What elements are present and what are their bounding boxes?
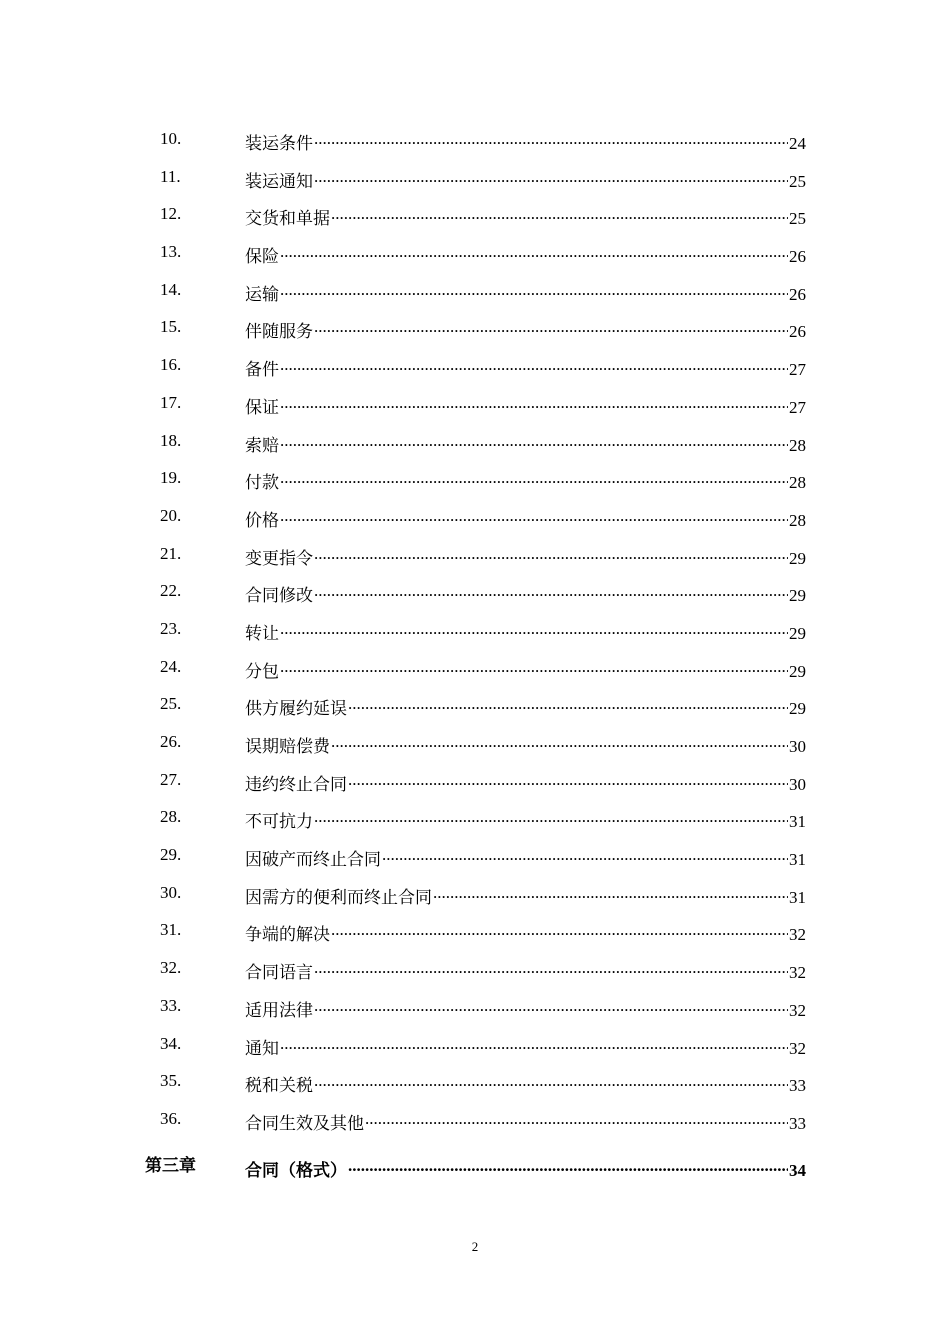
table-of-contents <box>0 120 950 1138</box>
dot-leader <box>382 845 788 865</box>
toc-entry-page-number: 28 <box>789 510 806 530</box>
toc-entry-page-number: 32 <box>789 963 806 983</box>
toc-entry[interactable] <box>0 158 950 196</box>
toc-entry[interactable] <box>0 685 950 723</box>
toc-entry-number: 30. <box>160 882 182 902</box>
toc-entry-number: 35. <box>160 1071 182 1091</box>
toc-entry-title: 索赔 <box>245 435 279 455</box>
toc-entry-line <box>245 770 806 795</box>
toc-entry-number: 11. <box>160 166 181 186</box>
toc-entry-number: 32. <box>160 958 182 978</box>
toc-entry-page-number: 29 <box>789 586 806 606</box>
toc-entry[interactable] <box>0 987 950 1025</box>
toc-entry-line <box>245 845 806 870</box>
toc-entry-number: 31. <box>160 920 182 940</box>
toc-entry-title: 合同修改 <box>245 586 313 606</box>
toc-entry-line <box>245 883 806 908</box>
toc-entry-number: 25. <box>160 694 182 714</box>
dot-leader <box>314 996 788 1016</box>
toc-entry[interactable] <box>0 610 950 648</box>
toc-entry-line <box>245 355 806 380</box>
toc-entry-title: 因破产而终止合同 <box>245 850 381 870</box>
toc-entry[interactable] <box>0 761 950 799</box>
toc-entry-title: 争端的解决 <box>245 925 330 945</box>
toc-entry-line <box>245 506 806 531</box>
toc-entry[interactable] <box>0 1100 950 1138</box>
toc-entry-line <box>245 732 806 757</box>
dot-leader <box>280 355 788 375</box>
toc-entry[interactable] <box>0 308 950 346</box>
toc-entry-page-number: 32 <box>789 1000 806 1020</box>
dot-leader <box>331 920 788 940</box>
dot-leader <box>331 732 788 752</box>
toc-entry-line <box>245 807 806 832</box>
dot-leader <box>314 167 788 187</box>
toc-entry-line <box>245 129 806 154</box>
toc-entry[interactable] <box>0 1062 950 1100</box>
toc-entry-number: 22. <box>160 581 182 601</box>
toc-entry[interactable] <box>0 384 950 422</box>
toc-entry[interactable] <box>0 949 950 987</box>
toc-entry[interactable] <box>0 1025 950 1063</box>
dot-leader <box>365 1109 788 1129</box>
dot-leader <box>280 431 788 451</box>
dot-leader <box>280 468 788 488</box>
toc-entry[interactable] <box>0 497 950 535</box>
toc-entry-number: 28. <box>160 807 182 827</box>
dot-leader <box>314 581 788 601</box>
toc-entry-line <box>245 167 806 192</box>
toc-entry-number: 19. <box>160 468 182 488</box>
chapter-entry-line <box>245 1156 806 1181</box>
dot-leader <box>280 393 788 413</box>
toc-entry-title: 保证 <box>245 397 279 417</box>
toc-entry-line <box>245 1071 806 1096</box>
toc-entry-line <box>245 317 806 342</box>
chapter-page-number: 34 <box>789 1161 806 1180</box>
toc-entry[interactable] <box>0 911 950 949</box>
toc-entry-line <box>245 204 806 229</box>
toc-entry-number: 18. <box>160 430 182 450</box>
toc-entry-title: 转让 <box>245 623 279 643</box>
toc-entry-title: 供方履约延误 <box>245 699 347 719</box>
toc-entry-number: 14. <box>160 279 182 299</box>
toc-entry-number: 10. <box>160 129 182 148</box>
toc-entry-number: 24. <box>160 656 182 676</box>
toc-entry-number: 15. <box>160 317 182 337</box>
toc-entry-line <box>245 431 806 456</box>
dot-leader <box>314 544 788 564</box>
chapter-title: 合同（格式） <box>245 1161 347 1180</box>
toc-entry-page-number: 31 <box>789 850 806 870</box>
toc-entry-title: 合同生效及其他 <box>245 1113 364 1133</box>
toc-entry-line <box>245 280 806 305</box>
toc-entry-page-number: 24 <box>789 134 806 153</box>
toc-entry-line <box>245 393 806 418</box>
toc-entry[interactable] <box>0 422 950 460</box>
toc-entry-page-number: 27 <box>789 397 806 417</box>
toc-entry-line <box>245 544 806 569</box>
toc-entry-title: 违约终止合同 <box>245 774 347 794</box>
toc-entry-title: 合同语言 <box>245 963 313 983</box>
toc-entry-line <box>245 619 806 644</box>
toc-entry-title: 伴随服务 <box>245 322 313 342</box>
dot-leader <box>280 506 788 526</box>
toc-entry-page-number: 32 <box>789 1038 806 1058</box>
toc-entry[interactable] <box>0 572 950 610</box>
dot-leader <box>348 770 788 790</box>
toc-entry-page-number: 26 <box>789 322 806 342</box>
toc-entry-line <box>245 920 806 945</box>
toc-entry[interactable] <box>0 798 950 836</box>
toc-entry-page-number: 31 <box>789 887 806 907</box>
toc-entry-page-number: 33 <box>789 1076 806 1096</box>
toc-entry-page-number: 25 <box>789 209 806 229</box>
dot-leader <box>331 204 788 224</box>
dot-leader <box>314 807 788 827</box>
toc-entry-page-number: 29 <box>789 623 806 643</box>
toc-entry-line <box>245 694 806 719</box>
toc-entry[interactable] <box>0 271 950 309</box>
toc-entry[interactable] <box>0 535 950 573</box>
toc-entry[interactable] <box>0 648 950 686</box>
toc-entry[interactable] <box>0 723 950 761</box>
toc-entry-number: 12. <box>160 204 182 224</box>
dot-leader <box>280 242 788 262</box>
toc-entry-page-number: 30 <box>789 737 806 756</box>
toc-entry-line <box>245 1109 806 1134</box>
toc-entry-title: 因需方的便利而终止合同 <box>245 887 432 907</box>
toc-entry[interactable] <box>0 120 950 158</box>
toc-entry-page-number: 29 <box>789 548 806 568</box>
toc-entry-number: 26. <box>160 732 182 751</box>
toc-entry-page-number: 28 <box>789 473 806 493</box>
toc-entry-title: 保险 <box>245 247 279 267</box>
toc-entry-line <box>245 1034 806 1059</box>
toc-entry[interactable] <box>0 346 950 384</box>
toc-entry-page-number: 25 <box>789 171 806 191</box>
toc-entry[interactable] <box>0 233 950 271</box>
toc-entry-title: 备件 <box>245 360 279 380</box>
toc-entry-title: 分包 <box>245 661 279 681</box>
toc-entry-title: 运输 <box>245 284 279 304</box>
dot-leader <box>314 958 788 978</box>
toc-entry-number: 33. <box>160 995 182 1015</box>
toc-entry-page-number: 28 <box>789 435 806 455</box>
toc-entry-title: 税和关税 <box>245 1076 313 1096</box>
toc-entry-title: 误期赔偿费 <box>245 737 330 756</box>
toc-entry-line <box>245 242 806 267</box>
toc-entry-page-number: 31 <box>789 812 806 832</box>
toc-entry-number: 23. <box>160 618 182 638</box>
toc-entry-line <box>245 657 806 682</box>
toc-chapter-entry[interactable] <box>0 1146 950 1186</box>
dot-leader <box>280 619 788 639</box>
toc-entry-title: 不可抗力 <box>245 812 313 832</box>
toc-entry-number: 29. <box>160 845 182 865</box>
toc-entry-number: 20. <box>160 505 182 525</box>
toc-entry-page-number: 29 <box>789 699 806 719</box>
dot-leader <box>314 317 788 337</box>
toc-entry[interactable] <box>0 459 950 497</box>
toc-entry-number: 27. <box>160 769 182 789</box>
toc-entry-line <box>245 996 806 1021</box>
toc-entry[interactable] <box>0 836 950 874</box>
dot-leader <box>280 280 788 300</box>
toc-entry-title: 装运通知 <box>245 171 313 191</box>
dot-leader <box>314 1071 788 1091</box>
toc-entry-title: 价格 <box>245 510 279 530</box>
toc-entry-number: 21. <box>160 543 182 563</box>
toc-entry-page-number: 32 <box>789 925 806 945</box>
toc-entry-number: 16. <box>160 355 182 375</box>
toc-entry-page-number: 27 <box>789 360 806 380</box>
chapter-number: 第三章 <box>145 1156 196 1175</box>
dot-leader <box>348 694 788 714</box>
toc-entry-number: 36. <box>160 1108 182 1128</box>
toc-entry-title: 交货和单据 <box>245 209 330 229</box>
dot-leader <box>280 657 788 677</box>
toc-entry[interactable] <box>0 874 950 912</box>
toc-entry-line <box>245 958 806 983</box>
dot-leader <box>314 129 788 149</box>
toc-entry-page-number: 33 <box>789 1113 806 1133</box>
toc-entry-page-number: 26 <box>789 247 806 267</box>
toc-entry-number: 34. <box>160 1033 182 1053</box>
toc-entry-number: 17. <box>160 392 182 412</box>
toc-entry-title: 变更指令 <box>245 548 313 568</box>
dot-leader <box>348 1156 788 1176</box>
toc-entry-page-number: 29 <box>789 661 806 681</box>
toc-entry-number: 13. <box>160 242 182 262</box>
toc-entry-line <box>245 581 806 606</box>
toc-entry-title: 装运条件 <box>245 134 313 153</box>
toc-entry-title: 通知 <box>245 1038 279 1058</box>
dot-leader <box>280 1034 788 1054</box>
toc-entry-page-number: 30 <box>789 774 806 794</box>
dot-leader <box>433 883 788 903</box>
toc-entry-title: 付款 <box>245 473 279 493</box>
toc-entry-title: 适用法律 <box>245 1000 313 1020</box>
toc-entry-page-number: 26 <box>789 284 806 304</box>
toc-entry[interactable] <box>0 195 950 233</box>
toc-entry-line <box>245 468 806 493</box>
page-footer-number: 2 <box>471 1239 479 1254</box>
